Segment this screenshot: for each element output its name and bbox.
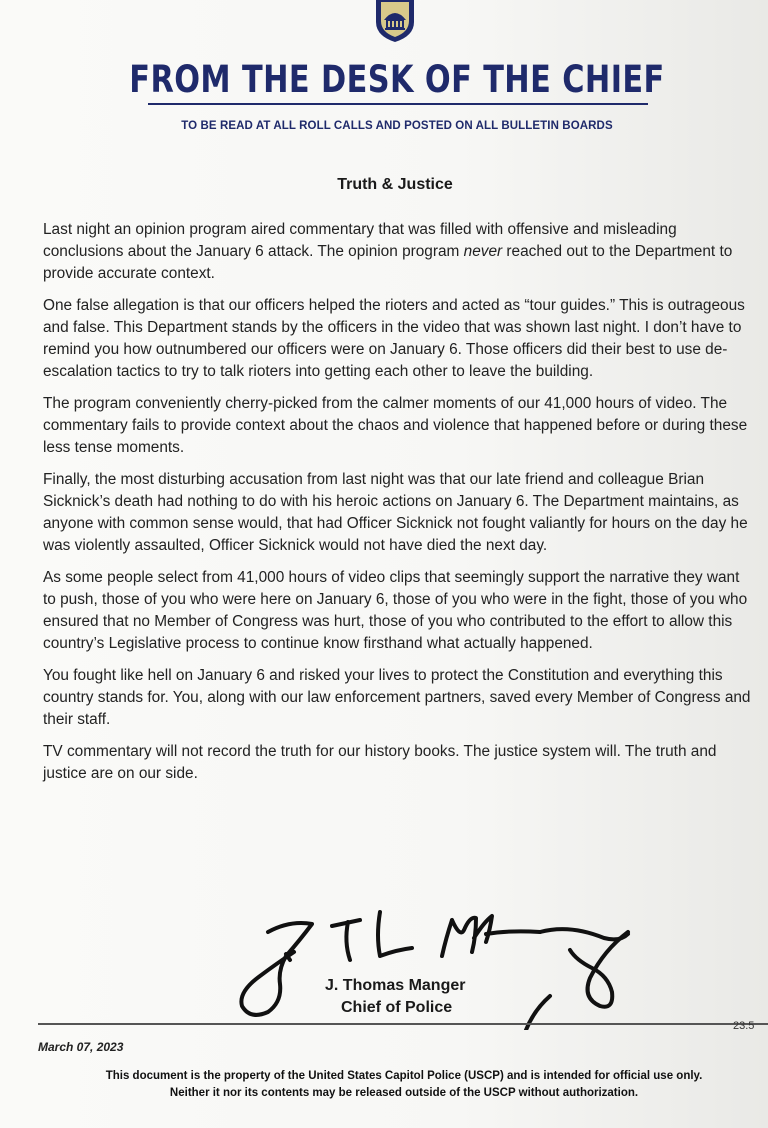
uscp-seal-icon bbox=[372, 0, 418, 42]
memo-date: March 07, 2023 bbox=[38, 1040, 124, 1054]
footer-notice bbox=[0, 1068, 768, 1102]
footer-rule bbox=[38, 1023, 768, 1025]
memo-title: Truth & Justice bbox=[337, 176, 453, 193]
memo-paragraph-4: Finally, the most disturbing accusation from last night was that our late friend and colleague Brian Sicknick’s death had nothing to do with his heroic actions on January 6. The Department maintains, as anyone with common sense would, that had Officer Sicknick not fought valiantly for hours on the day he was violently assaulted, Officer Sicknick would not have died the next day. bbox=[43, 471, 748, 554]
masthead-rule bbox=[148, 103, 648, 105]
signatory-title: Chief of Police bbox=[341, 999, 453, 1016]
document-code: 23.5 bbox=[733, 1020, 755, 1032]
memo-body bbox=[43, 219, 755, 795]
memo-subheading: TO BE READ AT ALL ROLL CALLS AND POSTED ON ALL BULLETIN BOARDS bbox=[181, 120, 613, 132]
memo-paragraph-3: The program conveniently cherry-picked from the calmer moments of our 41,000 hours of video. The commentary fails to provide context about the chaos and violence that happened before or during these less tense moments. bbox=[43, 395, 748, 456]
footer-notice-line-2: Neither it nor its contents may be released outside of the USCP without authorization. bbox=[169, 1087, 639, 1099]
memo-masthead: FROM THE DESK OF THE CHIEF bbox=[129, 58, 665, 101]
footer-notice-line-1: This document is the property of the United States Capitol Police (USCP) and is intended for official use only. bbox=[105, 1070, 703, 1082]
memo-paragraph-7: TV commentary will not record the truth for our history books. The justice system will. The truth and justice are on our side. bbox=[43, 743, 717, 782]
memo-paragraph-5: As some people select from 41,000 hours of video clips that seemingly support the narrative they want to push, those of you who were here on January 6, those of you who were in the fight, those of you who ensured that no Member of Congress was hurt, those of you who contributed to the effort to allow this country’s Legislative process to continue know firsthand what actually happened. bbox=[43, 569, 748, 652]
signatory-name: J. Thomas Manger bbox=[325, 977, 466, 994]
memo-paragraph-1: Last night an opinion program aired commentary that was filled with offensive and misleading conclusions about the January 6 attack. The opinion program never reached out to the Department to provide accurate context. bbox=[43, 221, 733, 282]
signatory bbox=[325, 975, 465, 1019]
memo-paragraph-6: You fought like hell on January 6 and risked your lives to protect the Constitution and everything this country stands for. You, along with our law enforcement partners, saved every Member of Congress and their staff. bbox=[43, 667, 751, 728]
memo-paragraph-2: One false allegation is that our officers helped the rioters and acted as “tour guides.” This is outrageous and false. This Department stands by the officers in the video that was shown last night. I don’t have to remind you how outnumbered our officers were on January 6. Those officers did their best to use de-escalation tactics to try to talk rioters into getting each other to leave the building. bbox=[43, 297, 745, 380]
